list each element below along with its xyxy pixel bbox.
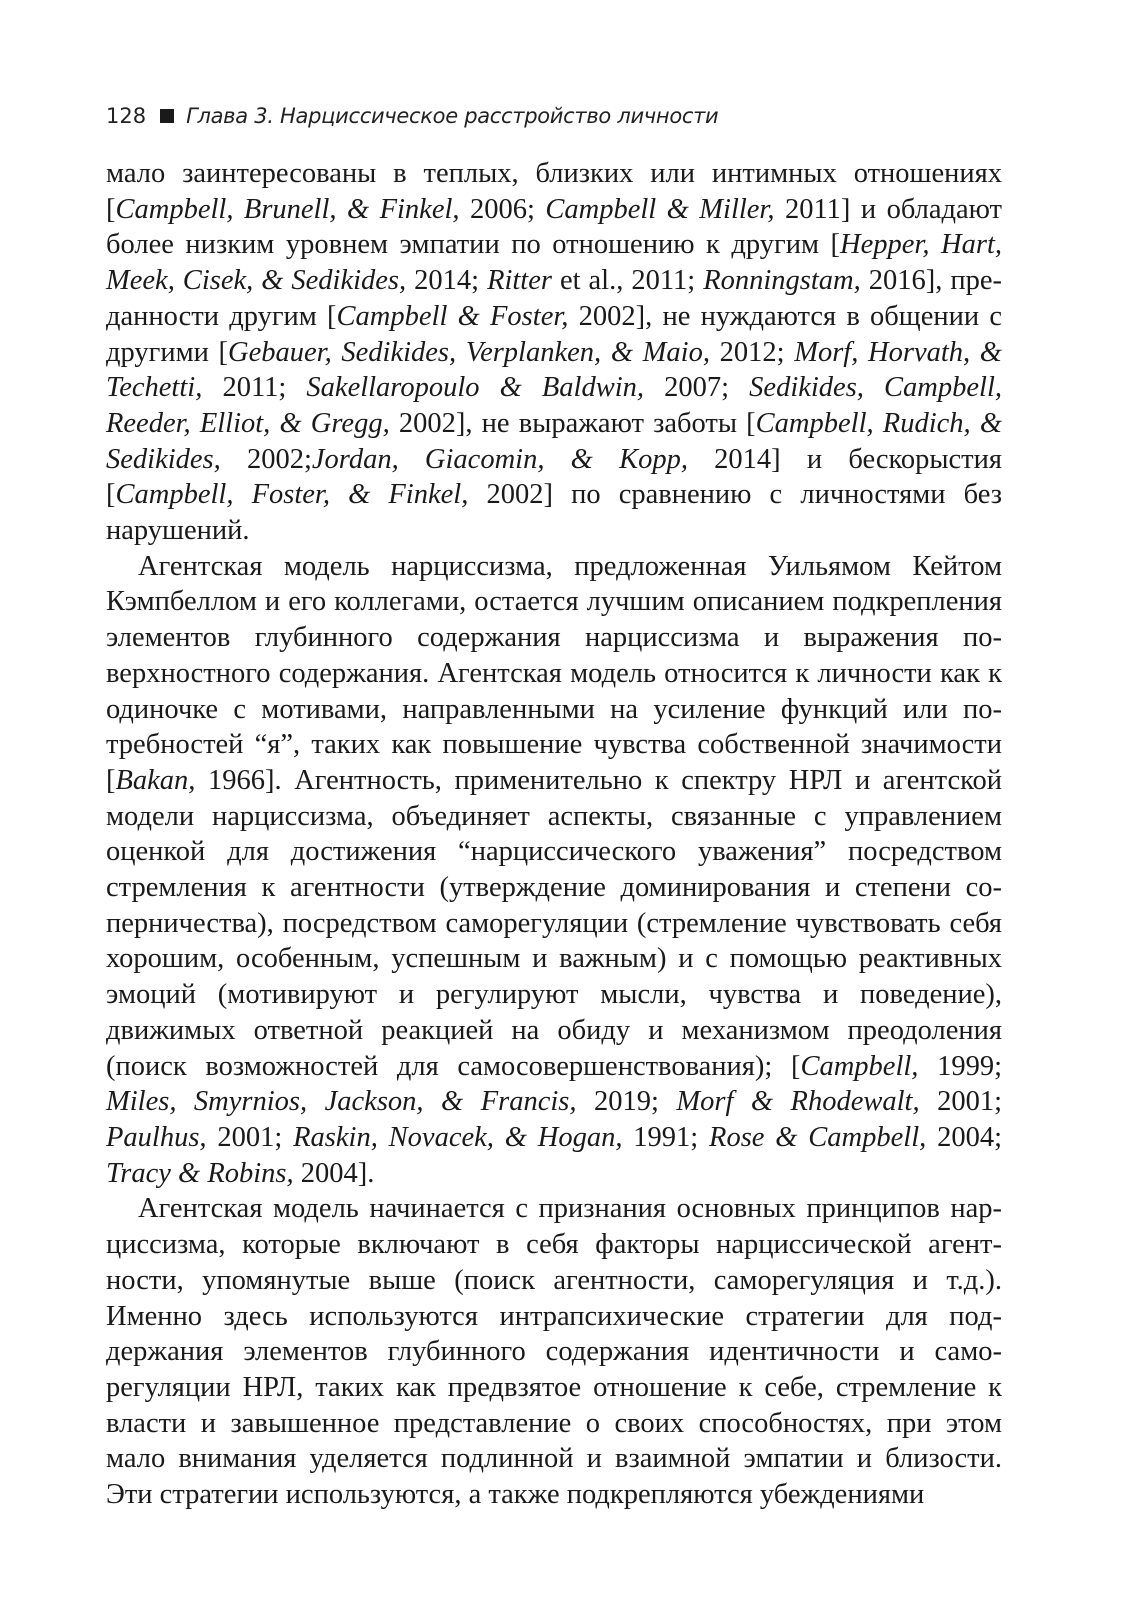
text-run: 2014; xyxy=(406,265,488,297)
citation-author: Morf, Horvath, & Techetti, xyxy=(106,336,1002,404)
citation-author: Ritter xyxy=(487,265,552,297)
text-run: 2012; xyxy=(709,336,795,368)
citation-author: Campbell & Foster, xyxy=(336,300,569,332)
text-run: 2011] и обладают более низким уровнем эмпатии по отношению к другим [ xyxy=(106,193,1002,261)
text-run: 2004]. xyxy=(293,1157,375,1189)
paragraph-2 xyxy=(106,549,1002,1192)
book-page xyxy=(106,96,1002,1513)
text-run: 1991; xyxy=(622,1121,710,1153)
chapter-title: Глава 3. Нарциссическое расстройство личности xyxy=(186,104,719,128)
citation-author: Campbell, xyxy=(800,1050,919,1082)
citation-author: Jordan, Giacomin, & Kopp, xyxy=(311,443,688,475)
square-bullet-icon xyxy=(160,109,174,123)
citation-author: Campbell, Brunell, & Finkel, xyxy=(115,193,460,225)
paragraph-3 xyxy=(106,1191,1002,1512)
citation-author: Morf & Rhodewalt, xyxy=(676,1086,920,1118)
text-run: 2011; xyxy=(202,372,307,404)
paragraph-1 xyxy=(106,156,1002,549)
text-run: Агентская модель нарциссизма, предложенная Уильямом Кейтом Кэмпбеллом и его коллегами, остается лучшим описанием подкрепления элементов глубинного содержания нарциссизма и выражения поверхностного содержания. Агентская модель относится к личности как к одиночке с мотивами, направленными на усиление функций или потребностей “я”, таких как повышение чувства собственной значимости [ xyxy=(106,550,1002,796)
text-run: 2006; xyxy=(459,193,546,225)
citation-author: Rose & Campbell, xyxy=(709,1121,927,1153)
citation-author: Ronningstam, xyxy=(703,265,861,297)
text-run: et al., 2011; xyxy=(551,265,704,297)
citation-author: Hepper, Hart, Meek, Cisek, & Sedikides, xyxy=(106,229,1002,297)
text-run: Агентская модель начинается с признания основных принципов нарциссизма, которые включают в себя факторы нарциссической агентности, упомянутые выше (поиск агентности, саморегуляция и т.д.). Именно здесь используются интрапсихические стратегии для поддержания элементов глубинного содержания идентичности и саморегуляции НРЛ, таких как предвзятое отношение к себе, стремление к власти и завышенное представление о своих способностях, при этом мало внимания уделяется подлинной и взаимной эмпатии и близости. Эти стратегии используются, а также подкрепляются убеждениями xyxy=(106,1193,1002,1511)
text-run: 2004; xyxy=(926,1121,1003,1153)
text-run: 2007; xyxy=(644,372,750,404)
citation-author: Sakellaropoulo & Baldwin, xyxy=(306,372,645,404)
citation-author: Raskin, Novacek, & Hogan, xyxy=(293,1121,623,1153)
text-run: 2014] и бескорыстия [ xyxy=(106,443,1002,511)
citation-author: Miles, Smyrnios, Jackson, & Francis, xyxy=(106,1086,577,1118)
text-run: 2016], преданности другим [ xyxy=(106,265,1002,332)
page-number: 128 xyxy=(106,104,147,128)
text-run: 2001; xyxy=(919,1086,1002,1118)
text-run: 2002] по сравнению с личностями без нарушений. xyxy=(106,479,1003,547)
citation-author: Bakan, xyxy=(115,764,196,796)
citation-author: Tracy & Robins, xyxy=(106,1157,294,1189)
text-run: 1966]. Агентность, применительно к спектру НРЛ и агентской модели нарциссизма, объединяет аспекты, связанные с управлением оценкой для достижения “нарциссического уважения” посредством стремления к агентности (утверждение доминирования и степени соперничества), посредством саморегуляции (стремление чувствовать себя хорошим, особенным, успешным и важным) и с помощью реактивных эмоций (мотивируют и регулируют мысли, чувства и поведение), движимых ответной реакцией на обиду и механизмом преодоления (поиск возможностей для самосовершенствования); [ xyxy=(106,764,1002,1082)
citation-author: Campbell, Foster, & Finkel, xyxy=(115,479,469,511)
text-run: 2002; xyxy=(220,443,312,475)
text-run: 2001; xyxy=(206,1121,294,1153)
citation-author: Paulhus, xyxy=(106,1121,207,1153)
citation-author: Campbell & Miller, xyxy=(545,193,775,225)
citation-author: Campbell, Rudich, & Sedikides, xyxy=(106,407,1002,475)
text-run: мало заинтересованы в теплых, близких или интимных отношениях [ xyxy=(106,158,1002,225)
citation-author: Sedikides, Campbell, Reeder, Elliot, & Gregg, xyxy=(106,372,1002,439)
body-text xyxy=(106,156,1002,1513)
text-run: 2002], не выражают заботы [ xyxy=(389,407,756,439)
running-head xyxy=(106,96,1002,136)
text-run: 2002], не нуждаются в общении с другими [ xyxy=(106,300,1003,368)
text-run: 2019; xyxy=(576,1086,677,1118)
text-run: 1999; xyxy=(918,1050,1002,1082)
citation-author: Gebauer, Sedikides, Verplanken, & Maio, xyxy=(228,336,710,368)
